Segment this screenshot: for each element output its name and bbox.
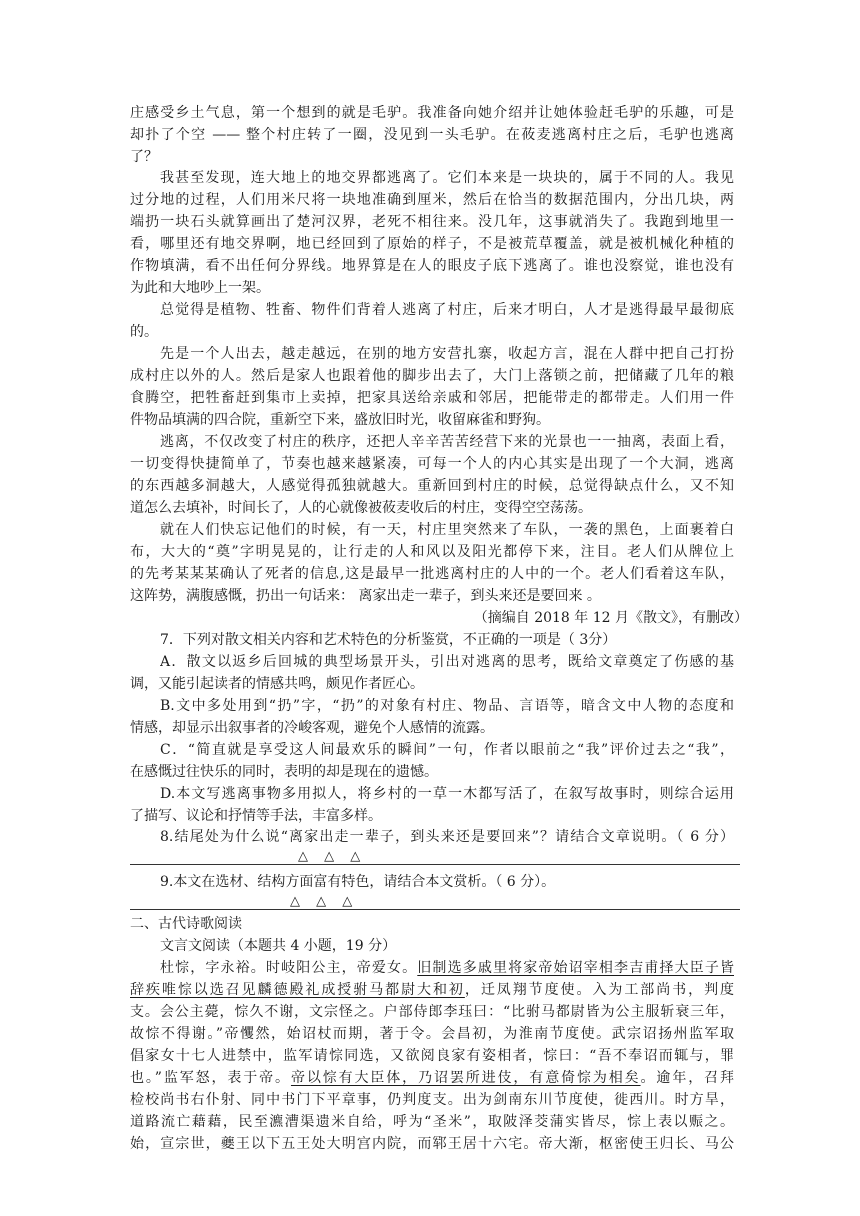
question-7-stem: 7．下列对散文相关内容和艺术特色的分析鉴赏，不正确的一项是（ 3分） (160, 632, 617, 648)
classical-text-line: 始，宣宗世，夔王以下五王处大明宫内院，而郓王居十六宅。帝大渐，枢密使王归长、马公 (130, 1136, 734, 1152)
essay-line: 总觉得是植物、牲畜、物件们背着人逃离了村庄，后来才明白，人才是逃得最早最彻底 (160, 302, 734, 318)
classical-text-line: 杜悰，字永裕。时岐阳公主，帝爱女。旧制选多戚里将家帝始诏宰相李吉甫择大臣子皆 (160, 960, 734, 976)
classical-text-line: 支。会公主薨，悰久不谢，文宗怪之。户部侍郎李珏曰：“比驸马都尉皆为公主服斩衰三年， (130, 1004, 734, 1020)
essay-line: 成村庄以外的人。然后是家人也跟着他的脚步出去了，大门上落锁之前，把储藏了几年的粮 (130, 368, 734, 384)
essay-line: 庄感受乡土气息，第一个想到的就是毛驴。我准备向她介绍并让她体验赶毛驴的乐趣，可是 (130, 105, 734, 121)
question-9: 9.本文在选材、结构方面富有特色，请结合本文赏析。（ 6 分）。 (160, 874, 556, 890)
essay-line: 了？ (130, 149, 158, 165)
classical-text-line: 检校尚书右仆射、同中书门下平章事，仍判度支。出为剑南东川节度使，徙西川。时方旱， (130, 1092, 734, 1108)
answer-marks-q9: △ △ △ (290, 894, 359, 909)
essay-line: 这阵势，满腹感慨，扔出一句话来： 离家出走一辈子，到头来还是要回来 。 (130, 588, 601, 604)
essay-source: （摘编自 2018 年 12 月《散文》，有删改） (473, 610, 748, 626)
option-b-line: 情感，却显示出叙事者的冷峻客观，避免个人感情的流露。 (130, 720, 494, 736)
underlined-text: 辞疾唯悰以选召见麟德殿礼成授驸马都尉大和初 (130, 982, 465, 998)
option-c-line: 在感慨过往快乐的同时，表明的却是现在的遗憾。 (130, 764, 438, 780)
option-d-line: 了描写、议论和抒情等手法，丰富多样。 (130, 808, 382, 824)
underlined-text: 帝以悰有大臣体，乃诏罢所进伎，有意倚悰为相矣 (290, 1070, 641, 1086)
essay-line: 件物品填满的四合院，重新空下来，盛放旧时光，收留麻雀和野狗。 (130, 412, 550, 428)
essay-line: 先是一个人出去，越走越远，在别的地方安营扎寨，收起方言，混在人群中把自己打扮 (160, 346, 734, 362)
classical-text-line: 倡家女十七人进禁中，监军请悰同选，又欲阅良家有姿相者，悰曰：“吾不奉诏而辄与，罪 (130, 1048, 734, 1064)
classical-text-line: 道路流亡藉藉，民至瀌漕渠遗米自给，呼为“圣米”，取陂泽茭蒲实皆尽，悰上表以赈之。 (130, 1114, 734, 1130)
essay-line: 的东西越多洞越大，人感觉得孤独就越大。重新回到村庄的时候，总觉得缺点什么，又不知 (130, 478, 734, 494)
essay-line: 逃离，不仅改变了村庄的秩序，还把人辛辛苦苦经营下来的光景也一一抽离，表面上看， (160, 434, 734, 450)
option-a-line: A．散文以返乡后回城的典型场景开头，引出对逃离的思考，既给文章奠定了伤感的基 (160, 654, 734, 670)
classical-text-line: 辞疾唯悰以选召见麟德殿礼成授驸马都尉大和初，迁凤翔节度使。入为工部尚书，判度 (130, 982, 734, 998)
classical-text-line: 故悰不得谢。”帝戄然，始诏杖而期，著于令。会昌初，为淮南节度使。武宗诏扬州监军取 (130, 1026, 734, 1042)
option-c-line: C．“简直就是享受这人间最欢乐的瞬间”一句，作者以眼前之“我”评价过去之“我”， (160, 742, 734, 758)
essay-line: 的。 (130, 324, 158, 340)
option-b-line: B.文中多处用到“扔”字，“扔”的对象有村庄、物品、言语等，暗含文中人物的态度和 (160, 698, 734, 714)
classical-text-line: 也。”监军怒，表于帝。帝以悰有大臣体，乃诏罢所进伎，有意倚悰为相矣。逾年，召拜 (130, 1070, 734, 1086)
essay-line: 一切变得快捷简单了，节奏也越来越紧凑，可每一个人的内心其实是出现了一个大洞，逃离 (130, 456, 734, 472)
section-subheading: 文言文阅读（本题共 4 小题，19 分） (160, 938, 397, 954)
essay-line: 过分地的过程，人们用米尺将一块地准确到厘米，然后在恰当的数据范围内，分出几块，两 (130, 192, 734, 208)
answer-line-q9 (130, 909, 740, 910)
essay-line: 为此和大地吵上一架。 (130, 280, 270, 296)
essay-line: 端扔一块石头就算画出了楚河汉界，老死不相往来。没几年，这事就消失了。我跑到地里一 (130, 214, 734, 230)
essay-line: 布，大大的“奠”字明晃晃的，让行走的人和风以及阳光都停下来，注目。老人们从牌位上 (130, 544, 734, 560)
essay-line: 食腾空，把牲畜赶到集市上卖掉，把家具送给亲戚和邻居，把能带走的都带走。人们用一件 (130, 390, 734, 406)
essay-line: 看，哪里还有地交界啊，地已经回到了原始的样子，不是被荒草覆盖，就是被机械化种植的 (130, 236, 734, 252)
answer-marks-q8: △ △ △ (298, 849, 367, 864)
option-d-line: D.本文写逃离事物多用拟人，将乡村的一草一木都写活了，在叙写故事时，则综合运用 (160, 786, 734, 802)
section-heading: 二、古代诗歌阅读 (130, 916, 242, 932)
answer-line-q8 (130, 864, 740, 865)
essay-line: 的先考某某某确认了死者的信息,这是最早一批逃离村庄的人中的一个。老人们看着这车队， (130, 566, 734, 582)
option-a-line: 调，又能引起读者的情感共鸣，颇见作者匠心。 (130, 676, 424, 692)
essay-line: 就在人们快忘记他们的时候，有一天，村庄里突然来了车队，一袭的黑色，上面裹着白 (160, 522, 734, 538)
essay-line: 我甚至发现，连大地上的地交界都逃离了。它们本来是一块块的，属于不同的人。我见 (160, 170, 734, 186)
essay-line: 作物填满，看不出任何分界线。地界算是在人的眼皮子底下逃离了。谁也没察觉，谁也没有 (130, 258, 734, 274)
question-8: 8.结尾处为什么说“离家出走一辈子，到头来还是要回来”？请结合文章说明。（ 6 分） (160, 829, 734, 845)
underlined-text: 旧制选多戚里将家帝始诏宰相李吉甫择大臣子皆 (417, 960, 734, 976)
essay-line: 道怎么去填补，时间长了，人的心就像被莜麦收后的村庄，变得空空荡荡。 (130, 500, 592, 516)
essay-line: 却扑了个空 —— 整个村庄转了一圈，没见到一头毛驴。在莜麦逃离村庄之后，毛驴也逃离 (130, 127, 734, 143)
